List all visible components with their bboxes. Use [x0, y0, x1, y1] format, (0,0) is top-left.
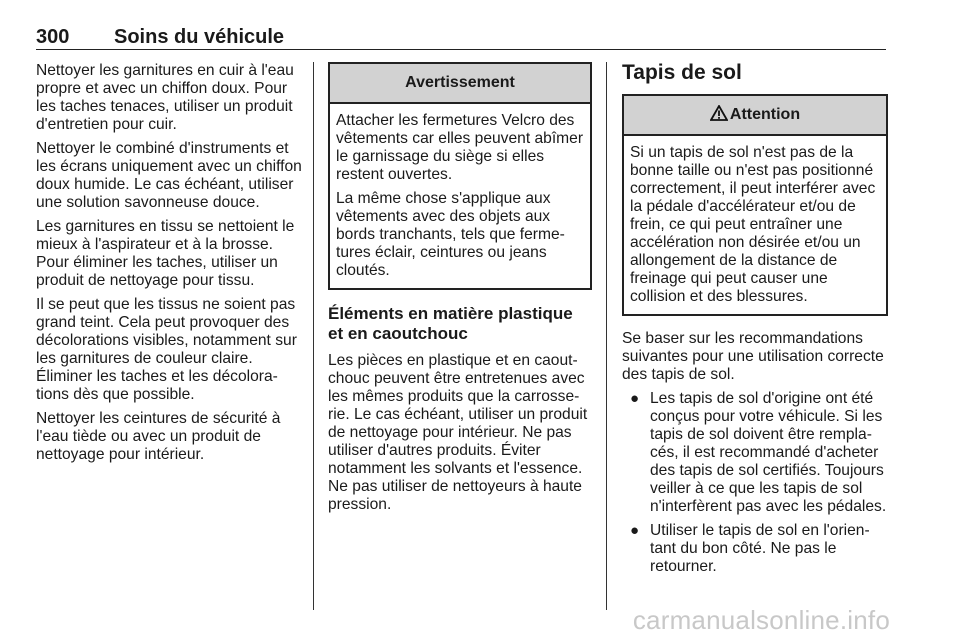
- list-item: [622, 390, 888, 516]
- attention-header: [624, 96, 886, 136]
- section-title: Soins du véhicule: [114, 26, 285, 48]
- page-header: [36, 26, 886, 50]
- warning-title: Avertissement: [330, 64, 590, 104]
- column-left: [36, 62, 302, 470]
- warning-paragraph: La même chose s'applique aux vêtements avec des objets aux bords tranchants, tels que fermetures éclair, ceintures ou jeans cloutés.: [336, 190, 565, 279]
- column-middle: [328, 62, 592, 520]
- warning-paragraph: Attacher les fermetures Velcro des vêtements car elles peuvent abîmer le garnissage du siège si elles restent ouvertes.: [336, 112, 584, 183]
- paragraph: Nettoyer les garnitures en cuir à l'eau propre et avec un chiffon doux. Pour les taches tenaces, utiliser un produit d'entretien pour cuir.: [36, 62, 294, 133]
- warning-box: [328, 62, 592, 290]
- warning-body: [330, 104, 590, 288]
- column-divider: [606, 62, 607, 610]
- paragraph: Les garnitures en tissu se nettoient le mieux à l'aspirateur et à la brosse. Pour éliminer les taches, utiliser un produit de nettoyage pour tissu.: [36, 218, 295, 289]
- page-number: 300: [36, 26, 70, 48]
- paragraph: Nettoyer le combiné d'instruments et les écrans uniquement avec un chiffon doux humide. Le cas échéant, utiliser une solution savonneuse douce.: [36, 140, 302, 211]
- paragraph: Se baser sur les recommandations suivantes pour une utilisation correcte des tapis de sol.: [622, 330, 884, 383]
- bullet-list: [622, 390, 888, 576]
- attention-box: [622, 94, 888, 316]
- attention-body: [624, 136, 886, 314]
- bullet-icon: ●: [630, 390, 640, 407]
- list-item-text: Les tapis de sol d'origine ont été conçus pour votre véhicule. Si les tapis de sol doivent être remplacés, il est recommandé d'acheter des tapis de sol certifiés. Toujours veiller à ce que les tapis de sol n'interfèrent pas avec les pédales.: [650, 390, 887, 515]
- paragraph: Il se peut que les tissus ne soient pas grand teint. Cela peut provoquer des décolorations visibles, notamment sur les garnitures de couleur claire. Éliminer les taches et les décolorations dès que possible.: [36, 296, 297, 403]
- list-item-text: Utiliser le tapis de sol en l'orientant du bon côté. Ne pas le retourner.: [650, 522, 870, 575]
- list-item: [622, 522, 888, 576]
- subheading-plastic-rubber: Éléments en matière plastique et en caoutchouc: [328, 304, 573, 343]
- attention-text: Si un tapis de sol n'est pas de la bonne taille ou n'est pas positionné correctement, il peut interférer avec la pédale d'accélérateur et/ou de frein, ce qui peut entraîner une accélération non désirée et/ou un allongement de la distance de freinage qui peut causer une collision et des blessures.: [630, 144, 876, 305]
- heading-floor-mats: Tapis de sol: [622, 61, 742, 84]
- paragraph: Nettoyer les ceintures de sécurité à l'eau tiède ou avec un produit de nettoyage pour intérieur.: [36, 410, 281, 463]
- paragraph: Les pièces en plastique et en caoutchouc peuvent être entretenues avec les mêmes produits que la carrosserie. Le cas échéant, utiliser un produit de nettoyage pour intérieur. Ne pas utiliser d'autres produits. Éviter notamment les solvants et l'essence. Ne pas utiliser de nettoyeurs à haute pression.: [328, 352, 588, 513]
- warning-triangle-icon: [710, 105, 728, 121]
- watermark: carmanualsonline.info: [632, 605, 890, 635]
- attention-title: Attention: [729, 106, 801, 123]
- column-divider: [313, 62, 314, 610]
- column-right: [622, 62, 888, 582]
- bullet-icon: ●: [630, 522, 640, 539]
